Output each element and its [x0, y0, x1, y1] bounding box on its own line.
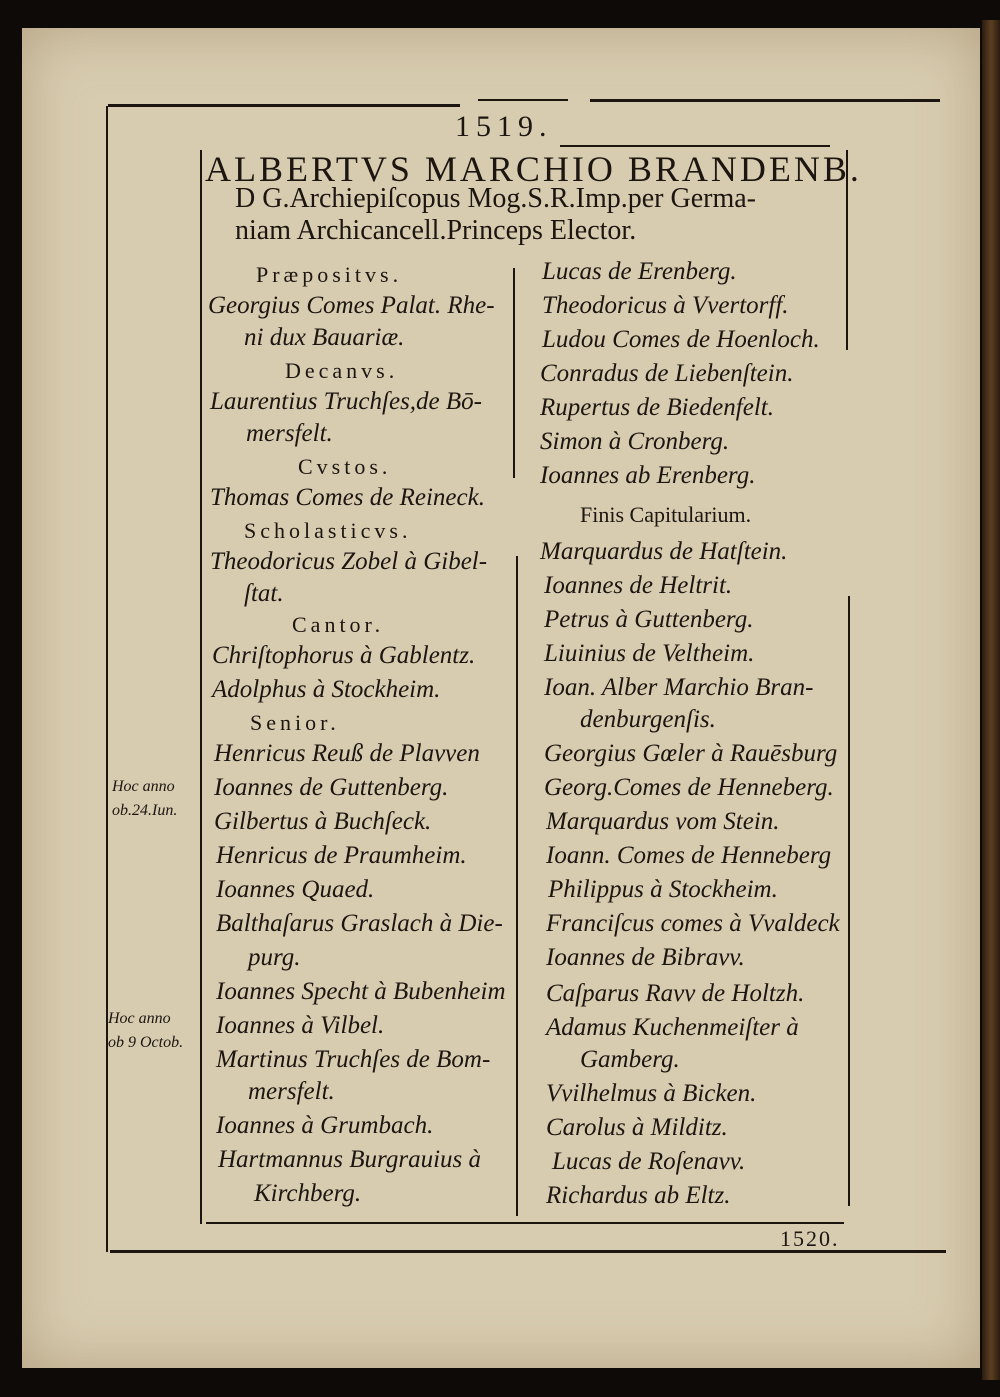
list-item: Henricus de Praumheim. [216, 842, 467, 869]
page-heading-line2: D G.Archiepiſcopus Mog.S.R.Imp.per Germa- [235, 183, 757, 214]
top-rule-right [590, 99, 940, 102]
list-item: Kirchberg. [254, 1180, 362, 1207]
list-item: Simon à Cronberg. [540, 428, 730, 455]
margin-note-1-line2: ob.24.Iun. [112, 802, 178, 819]
list-item: Georgius Gœler à Rauēsburg [544, 740, 838, 767]
list-item: Martinus Truchſes de Bom- [216, 1046, 491, 1073]
list-item: Ioann. Comes de Henneberg [546, 842, 832, 869]
list-item: ni dux Bauariæ. [244, 324, 405, 351]
office-heading: Senior. [250, 710, 340, 735]
header-underline [560, 145, 830, 147]
list-item: Vvilhelmus à Bicken. [546, 1080, 757, 1107]
list-item: Adolphus à Stockheim. [212, 676, 441, 703]
outer-left-rule [106, 106, 108, 1252]
list-item: mersfelt. [246, 420, 333, 447]
list-item: Thomas Comes de Reineck. [210, 484, 485, 511]
page-year-top: 1519. [455, 110, 553, 143]
top-rule-left [108, 104, 460, 107]
office-heading: Scholasticvs. [244, 518, 412, 543]
list-item: Richardus ab Eltz. [546, 1182, 731, 1209]
page-heading: ALBERTVS MARCHIO BRANDENB. [205, 149, 862, 189]
office-heading: Præpositvs. [256, 262, 403, 287]
office-heading: Decanvs. [285, 358, 399, 383]
list-item: Gilbertus à Buchſeck. [214, 808, 432, 835]
list-item: Ioan. Alber Marchio Bran- [544, 674, 814, 701]
list-item: Theodoricus à Vvertorff. [542, 292, 789, 319]
list-item: Caſparus Ravv de Holtzh. [546, 980, 805, 1007]
list-item: Ioannes de Bibravv. [546, 944, 745, 971]
list-item: Georg.Comes de Henneberg. [544, 774, 834, 801]
office-heading: Cantor. [292, 612, 385, 637]
list-item: Adamus Kuchenmeiſter à [546, 1014, 799, 1041]
page-year-bottom: 1520. [780, 1226, 840, 1251]
list-item: Ioannes à Grumbach. [216, 1112, 434, 1139]
list-item: Chriſtophorus à Gablentz. [212, 642, 476, 669]
finis-capitularium: Finis Capitularium. [580, 502, 752, 527]
list-item: Marquardus de Hatſtein. [540, 538, 788, 565]
list-item: Petrus à Guttenberg. [544, 606, 754, 633]
list-item: Ioannes à Vilbel. [216, 1012, 385, 1039]
top-rule-mid [478, 99, 568, 101]
inner-left-rule [200, 150, 202, 1224]
list-item: Ioannes ab Erenberg. [540, 462, 756, 489]
list-item: Marquardus vom Stein. [546, 808, 780, 835]
margin-note-1-line1: Hoc anno [112, 778, 175, 795]
list-item: Lucas de Roſenavv. [552, 1148, 746, 1175]
list-item: Henricus Reuß de Plavven [214, 740, 480, 767]
margin-note-2-line2: ob 9 Octob. [108, 1034, 184, 1051]
list-item: denburgenſis. [580, 706, 716, 733]
list-item: Rupertus de Biedenfelt. [540, 394, 774, 421]
list-item: Ioannes Specht à Bubenheim [216, 978, 506, 1005]
list-item: Ioannes Quaed. [216, 876, 375, 903]
bottom-text-rule [206, 1222, 844, 1224]
list-item: Philippus à Stockheim. [548, 876, 778, 903]
list-item: Carolus à Milditz. [546, 1114, 728, 1141]
list-item: Theodoricus Zobel à Gibel- [210, 548, 488, 575]
list-item: Gamberg. [580, 1046, 680, 1073]
book-spine-edge [982, 20, 1000, 1380]
list-item: Lucas de Erenberg. [542, 258, 737, 285]
column-divider-upper [513, 268, 515, 478]
list-item: Conradus de Liebenſtein. [540, 360, 794, 387]
list-item: Laurentius Truchſes,de Bō- [210, 388, 482, 415]
page-heading-line3: niam Archicancell.Princeps Elector. [235, 215, 637, 246]
list-item: Ludou Comes de Hoenloch. [542, 326, 820, 353]
right-rule-lower [848, 596, 850, 1206]
list-item: Georgius Comes Palat. Rhe- [208, 292, 495, 319]
list-item: Franciſcus comes à Vvaldeck [546, 910, 840, 937]
column-divider-lower [516, 556, 518, 1216]
list-item: Ioannes de Guttenberg. [214, 774, 449, 801]
list-item: Balthaſarus Graslach à Die- [216, 910, 503, 937]
list-item: Liuinius de Veltheim. [544, 640, 755, 667]
margin-note-2-line1: Hoc anno [108, 1010, 171, 1027]
list-item: Hartmannus Burgrauius à [218, 1146, 481, 1173]
list-item: mersfelt. [248, 1078, 335, 1105]
office-heading: Cvstos. [298, 454, 392, 479]
list-item: Ioannes de Heltrit. [544, 572, 733, 599]
list-item: purg. [248, 944, 301, 971]
list-item: ſtat. [244, 580, 284, 607]
